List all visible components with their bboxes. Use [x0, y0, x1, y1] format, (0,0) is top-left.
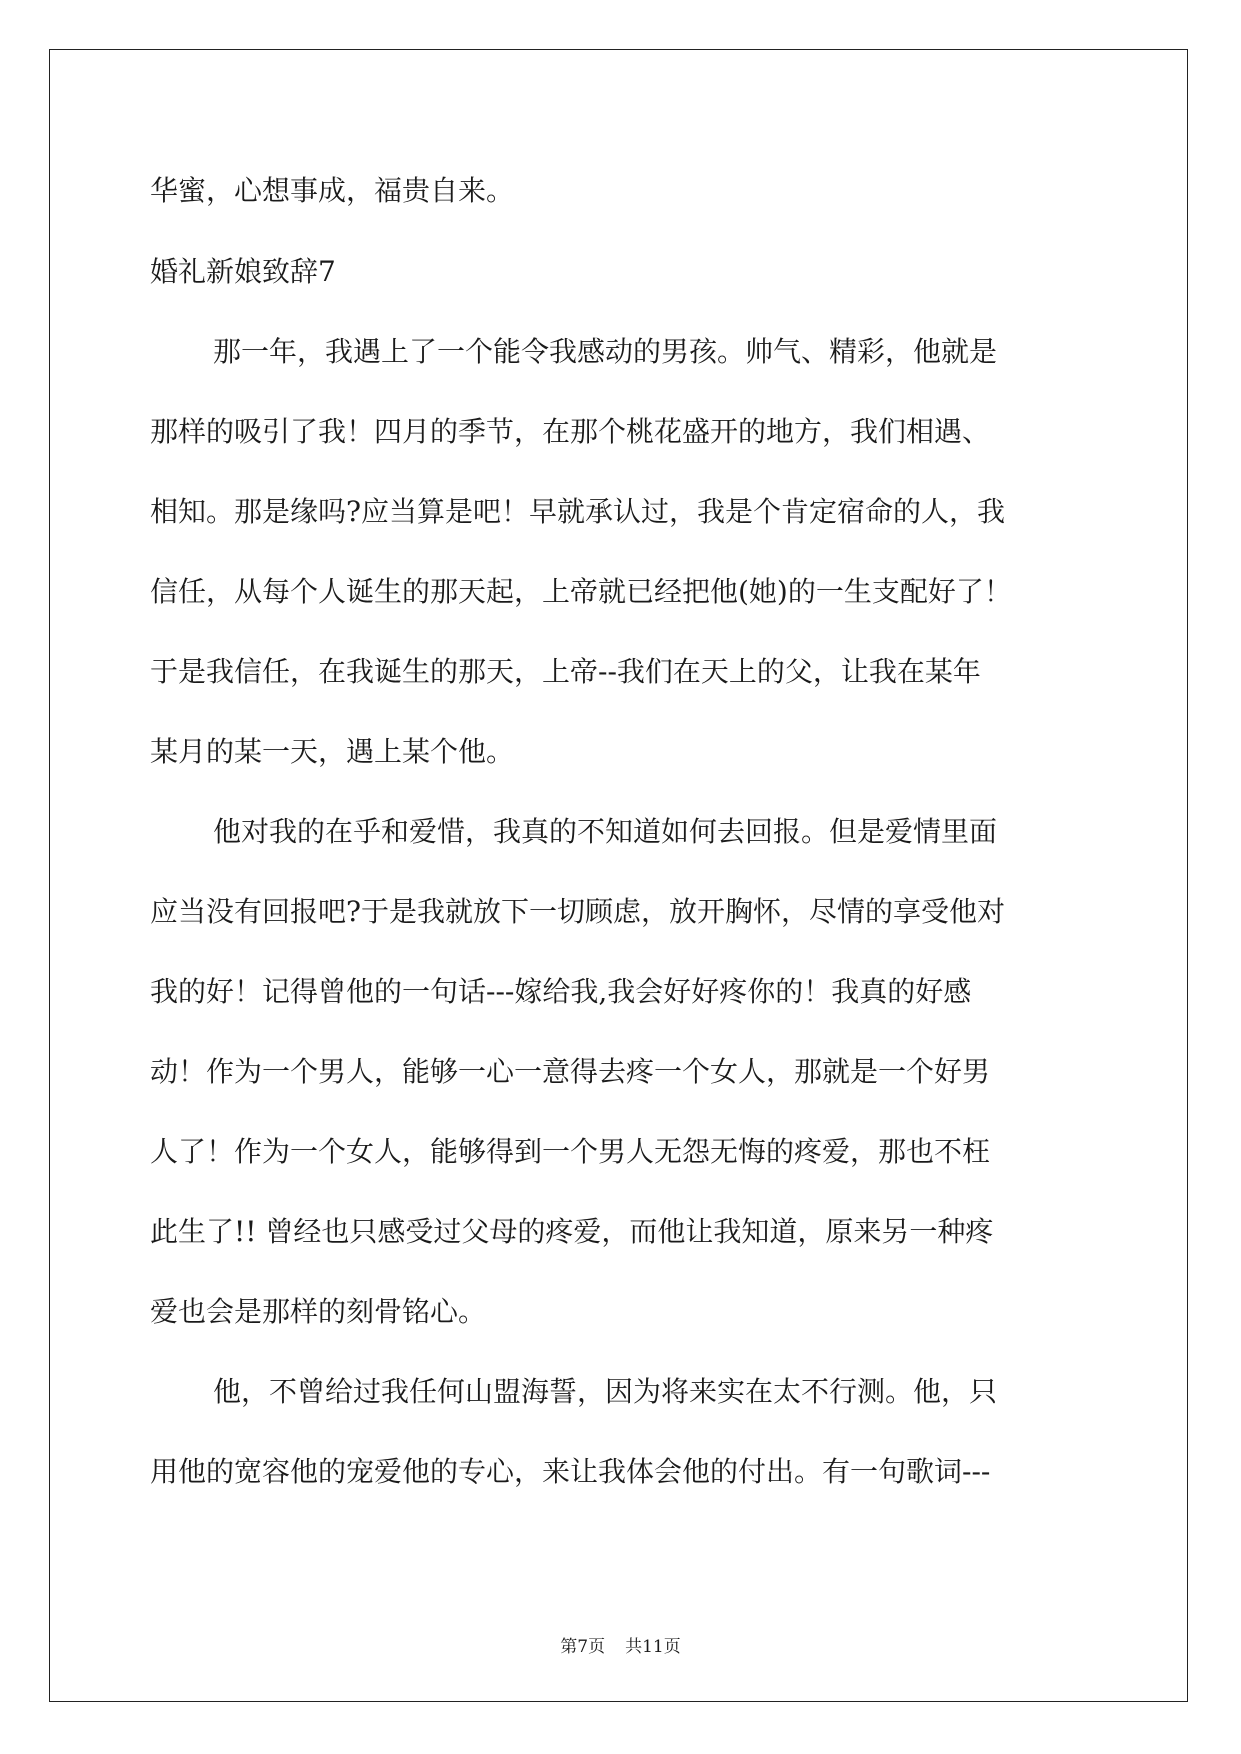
- text-line: 他，不曾给过我任何山盟海誓，因为将来实在太不行测。他，只: [213, 1375, 998, 1408]
- text-line: 爱也会是那样的刻骨铭心。: [150, 1295, 487, 1328]
- text-line: 于是我信任，在我诞生的那天，上帝--我们在天上的父，让我在某年: [150, 655, 981, 688]
- text-line: 某月的某一天，遇上某个他。: [150, 735, 515, 768]
- text-line: 华蜜，心想事成，福贵自来。: [150, 174, 515, 207]
- text-line: 人了！作为一个女人，能够得到一个男人无怨无悔的疼爱，那也不枉: [150, 1135, 991, 1168]
- page-total: 共11页: [625, 1637, 681, 1657]
- page-footer: [0, 1636, 1241, 1658]
- text-line: 相知。那是缘吗?应当算是吧！早就承认过，我是个肯定宿命的人，我: [150, 495, 1006, 528]
- text-line: 应当没有回报吧?于是我就放下一切顾虑，放开胸怀，尽情的享受他对: [150, 895, 1006, 928]
- text-line: 信任，从每个人诞生的那天起，上帝就已经把他(她)的一生支配好了！: [150, 575, 1012, 608]
- text-line: 此生了!! 曾经也只感受过父母的疼爱，而他让我知道，原来另一种疼: [150, 1215, 994, 1248]
- text-line: 动！作为一个男人，能够一心一意得去疼一个女人，那就是一个好男: [150, 1055, 991, 1088]
- page-number: 第7页: [560, 1637, 606, 1657]
- text-line: 那一年，我遇上了一个能令我感动的男孩。帅气、精彩，他就是: [213, 335, 998, 368]
- text-line: 那样的吸引了我！四月的季节，在那个桃花盛开的地方，我们相遇、: [150, 415, 991, 448]
- text-line: 我的好！记得曾他的一句话---嫁给我,我会好好疼你的！我真的好感: [150, 975, 972, 1008]
- text-line: 用他的宽容他的宠爱他的专心，来让我体会他的付出。有一句歌词---: [150, 1455, 991, 1488]
- section-heading: 婚礼新娘致辞7: [150, 255, 336, 288]
- text-line: 他对我的在乎和爱惜，我真的不知道如何去回报。但是爱情里面: [213, 815, 998, 848]
